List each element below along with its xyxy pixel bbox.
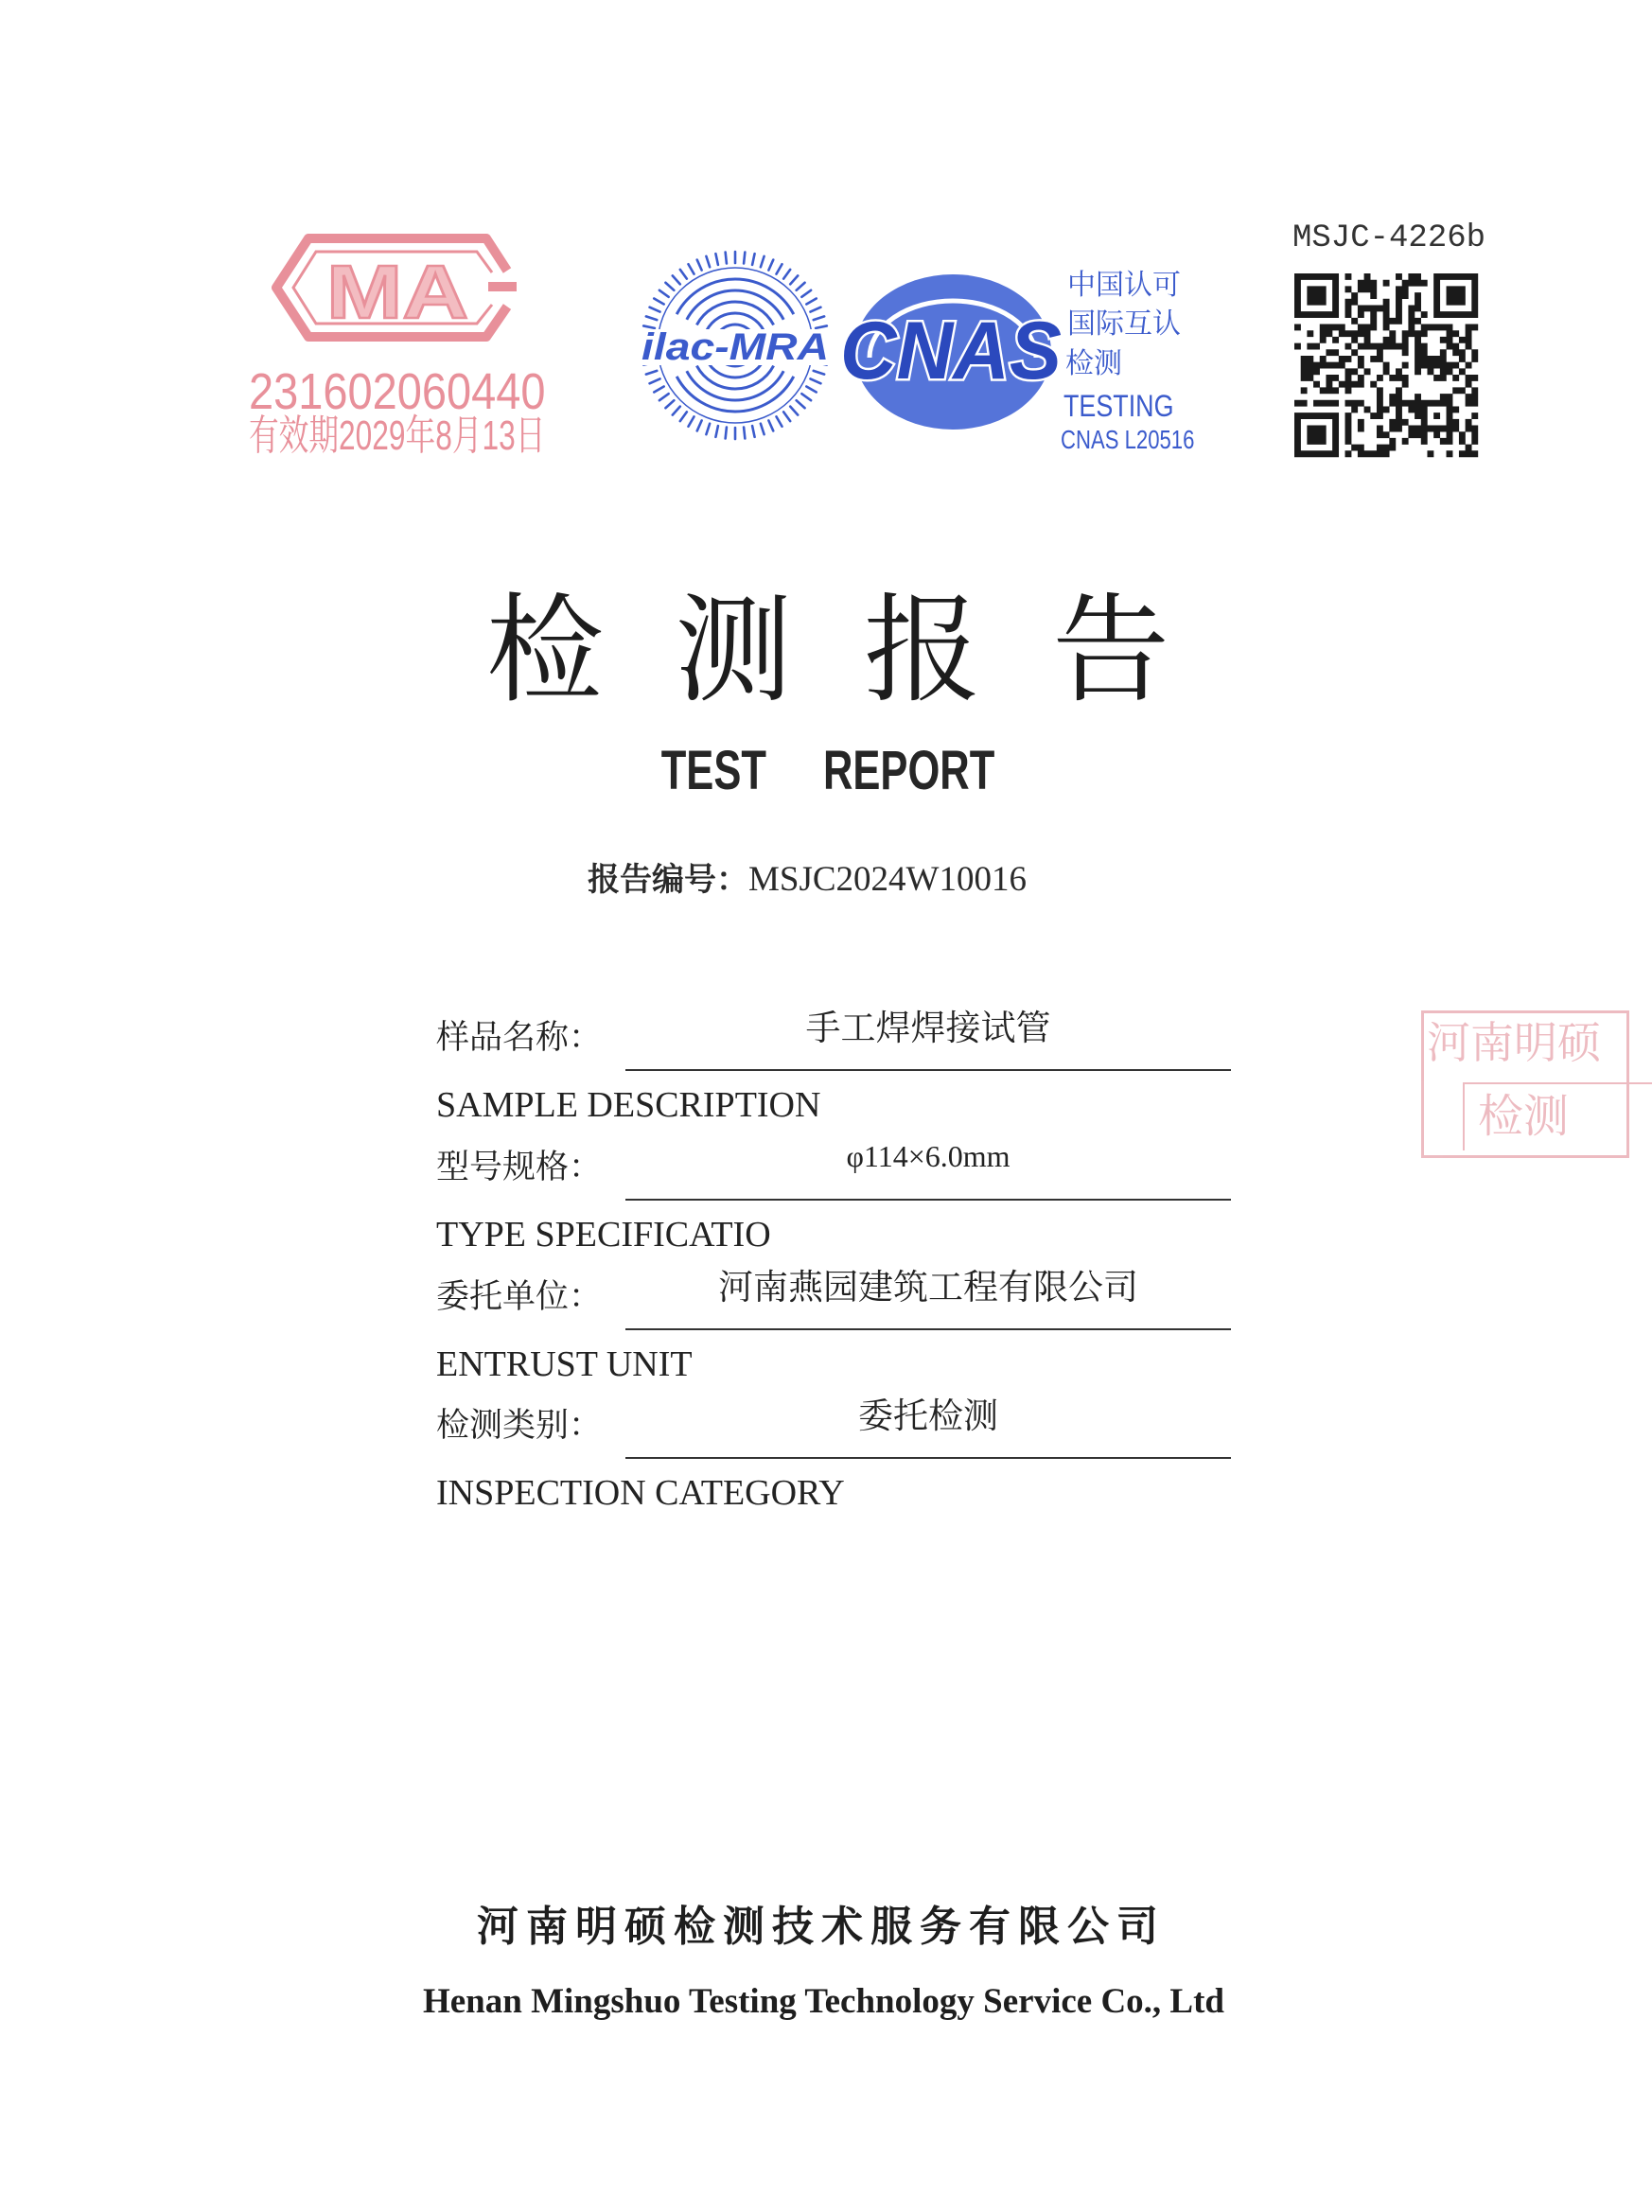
ilac-tick: [810, 307, 820, 312]
ilac-tick: [806, 299, 816, 305]
ilac-tick: [697, 260, 702, 271]
ilac-tick: [654, 299, 663, 305]
field-label-en: SAMPLE DESCRIPTION: [436, 1085, 821, 1125]
ilac-mra-logo: [638, 248, 833, 443]
cnas-text-testing-zh: 检测: [1065, 347, 1122, 380]
report-number-value: MSJC2024W10016: [748, 860, 1027, 899]
company-seal-stamp: [1421, 1010, 1601, 1160]
cnas-accreditation-number: CNAS L20516: [1061, 425, 1195, 454]
ilac-tick: [744, 428, 745, 439]
ilac-tick: [680, 270, 687, 279]
cma-logo: [269, 231, 524, 344]
ilac-tick: [761, 424, 764, 434]
ilac-tick: [783, 412, 790, 421]
stamp-text-line2: 检测: [1478, 1090, 1570, 1143]
ilac-tick: [715, 254, 717, 265]
report-title-en: TEST REPORT: [660, 740, 995, 801]
field-value: 河南燕园建筑工程有限公司: [718, 1267, 1138, 1308]
ilac-tick: [790, 407, 798, 415]
report-number: [588, 858, 1027, 908]
ilac-tick: [777, 416, 782, 426]
ilac-tick: [810, 378, 820, 383]
ilac-tick: [665, 400, 674, 408]
ilac-tick: [673, 407, 680, 415]
ilac-tick: [752, 426, 754, 437]
ilac-tick: [646, 316, 657, 320]
stamp-text-line1: 河南明硕: [1427, 1017, 1601, 1068]
field-underline: [625, 1199, 1231, 1201]
ilac-tick: [801, 394, 811, 400]
ilac-tick: [797, 400, 805, 408]
ilac-tick: [659, 290, 669, 297]
cma-cert-number: 231602060440: [249, 363, 546, 420]
cnas-logo-text: CNAS: [840, 306, 1062, 396]
ilac-tick: [697, 420, 702, 430]
field-label-en: ENTRUST UNIT: [436, 1344, 693, 1384]
cnas-text-china-accredited: 中国认可: [1067, 269, 1181, 302]
cnas-logo: [837, 267, 1064, 437]
ilac-tick: [790, 275, 798, 284]
ilac-tick: [726, 428, 727, 439]
ilac-tick: [814, 371, 824, 375]
ilac-tick: [715, 426, 717, 437]
field-label-zh: 样品名称：: [436, 1019, 603, 1057]
ilac-tick: [801, 290, 811, 297]
ilac-tick: [689, 416, 694, 426]
ilac-tick: [689, 264, 694, 273]
ilac-tick: [744, 253, 745, 264]
ilac-tick: [659, 394, 669, 400]
ilac-tick: [680, 412, 687, 421]
field-underline: [625, 1069, 1231, 1071]
field-type-specification: [0, 1139, 1564, 1272]
ilac-tick: [797, 283, 805, 290]
ilac-tick: [665, 283, 674, 290]
ilac-tick: [783, 270, 790, 279]
document-code: MSJC-4226b: [1292, 220, 1486, 256]
cnas-text-mutual-recognition: 国际互认: [1067, 307, 1181, 341]
ilac-tick: [806, 387, 816, 393]
cma-valid-until: 有效期2029年8月13日: [249, 413, 546, 459]
field-value: φ114×6.0mm: [846, 1139, 1011, 1173]
cnas-text-testing-en: TESTING: [1063, 389, 1174, 423]
field-label-zh: 型号规格：: [436, 1149, 603, 1186]
ilac-tick: [673, 275, 680, 284]
field-underline: [625, 1328, 1231, 1330]
ilac-arc-top: [687, 290, 783, 320]
ilac-tick: [726, 253, 727, 264]
ilac-tick: [777, 264, 782, 273]
ilac-tick: [650, 378, 660, 383]
cma-logo-text: MA: [326, 250, 468, 334]
ilac-logo-text: ilac-MRA: [641, 326, 829, 368]
field-underline: [625, 1457, 1231, 1459]
field-entrust-unit: [0, 1267, 1564, 1401]
ilac-tick: [650, 307, 660, 312]
field-value: 委托检测: [858, 1396, 998, 1436]
ilac-tick: [646, 371, 657, 375]
ilac-tick: [761, 256, 764, 267]
company-name-en: Henan Mingshuo Testing Technology Service Co., Ltd: [422, 1982, 1225, 2021]
report-number-label: 报告编号：: [588, 861, 748, 899]
field-label-zh: 委托单位：: [436, 1278, 603, 1316]
field-sample-description: [0, 1008, 1564, 1142]
qr-code: [1294, 273, 1478, 457]
ilac-tick: [814, 316, 824, 320]
ilac-tick: [752, 254, 754, 265]
field-label-en: INSPECTION CATEGORY: [436, 1473, 845, 1513]
field-label-zh: 检测类别：: [436, 1407, 603, 1445]
ilac-tick: [768, 420, 773, 430]
ilac-tick: [706, 424, 710, 434]
ilac-arc-bottom: [687, 371, 783, 400]
field-inspection-category: [0, 1396, 1564, 1530]
field-value: 手工焊焊接试管: [805, 1008, 1051, 1048]
ilac-tick: [706, 256, 710, 267]
report-title-zh: 检 测 报 告: [485, 583, 1187, 719]
ilac-tick: [768, 260, 773, 271]
cma-right-bar: [488, 282, 517, 291]
company-name-zh: 河南明硕检测技术服务有限公司: [477, 1903, 1166, 1951]
ilac-tick: [654, 387, 663, 393]
field-label-en: TYPE SPECIFICATIO: [436, 1215, 771, 1255]
